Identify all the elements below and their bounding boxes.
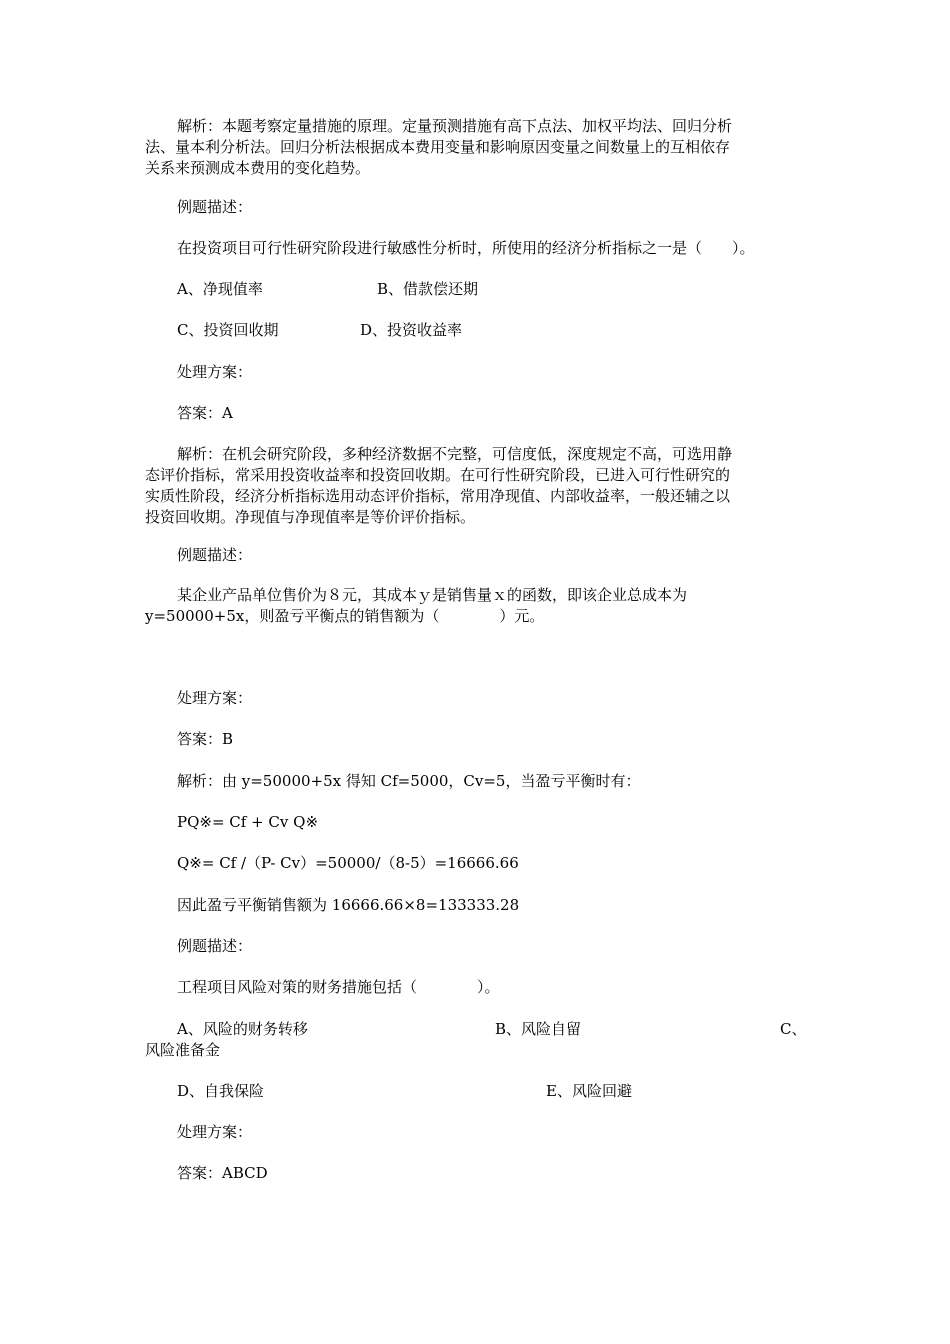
option-c: C、投资回收期 [177, 321, 279, 339]
answer-text: 答案：B [177, 730, 234, 748]
solution-label: 处理方案： [177, 689, 253, 707]
analysis-text: 解析：由 y=50000+5x 得知 Cf=5000，Cv=5，当盈亏平衡时有： [177, 772, 641, 790]
answer-text: 答案：ABCD [177, 1164, 268, 1182]
question-stem-2 [145, 585, 815, 627]
text-line: 法、量本利分析法。回归分析法根据成本费用变量和影响原因变量之间数量上的互相依存 [145, 138, 731, 156]
example-label: 例题描述： [177, 198, 253, 216]
solution-label: 处理方案： [177, 363, 253, 381]
example-label: 例题描述： [177, 546, 253, 564]
option-a: A、风险的财务转移 [177, 1020, 308, 1038]
question-stem: 工程项目风险对策的财务措施包括（ ）。 [177, 978, 500, 996]
conclusion-text: 因此盈亏平衡销售额为 16666.66×8=133333.28 [177, 896, 520, 914]
text-line: 某企业产品单位售价为８元，其成本ｙ是销售量ｘ的函数，即该企业总成本为 [177, 586, 688, 604]
text-line: 解析：在机会研究阶段，多种经济数据不完整，可信度低，深度规定不高，可选用静 [177, 445, 733, 463]
analysis-paragraph-1 [145, 116, 815, 179]
option-d: D、自我保险 [177, 1082, 265, 1100]
option-a: A、净现值率 [177, 280, 263, 298]
solution-label: 处理方案： [177, 1123, 253, 1141]
option-b: B、风险自留 [495, 1020, 582, 1038]
text-line: 关系来预测成本费用的变化趋势。 [145, 159, 371, 177]
answer-text: 答案：A [177, 404, 233, 422]
option-c-continued: 风险准备金 [145, 1041, 221, 1059]
option-b: B、借款偿还期 [377, 280, 479, 298]
formula-line: PQ※= Cf + Cv Q※ [177, 813, 319, 831]
option-d: D、投资收益率 [360, 321, 463, 339]
option-c: C、 [780, 1020, 807, 1038]
text-line: y=50000+5x，则盈亏平衡点的销售额为（ ）元。 [145, 607, 545, 625]
text-line: 实质性阶段，经济分析指标选用动态评价指标，常用净现值、内部收益率，一般还辅之以 [145, 487, 731, 505]
formula-line: Q※= Cf /（P- Cv）=50000/（8-5）=16666.66 [177, 854, 519, 872]
question-stem: 在投资项目可行性研究阶段进行敏感性分析时，所使用的经济分析指标之一是（ ）。 [177, 239, 755, 257]
option-e: E、风险回避 [546, 1082, 632, 1100]
analysis-paragraph-2 [145, 444, 815, 528]
text-line: 态评价指标，常采用投资收益率和投资回收期。在可行性研究阶段，已进入可行性研究的 [145, 466, 731, 484]
text-line: 解析：本题考察定量措施的原理。定量预测措施有高下点法、加权平均法、回归分析 [177, 117, 733, 135]
example-label: 例题描述： [177, 937, 253, 955]
text-line: 投资回收期。净现值与净现值率是等价评价指标。 [145, 508, 476, 526]
